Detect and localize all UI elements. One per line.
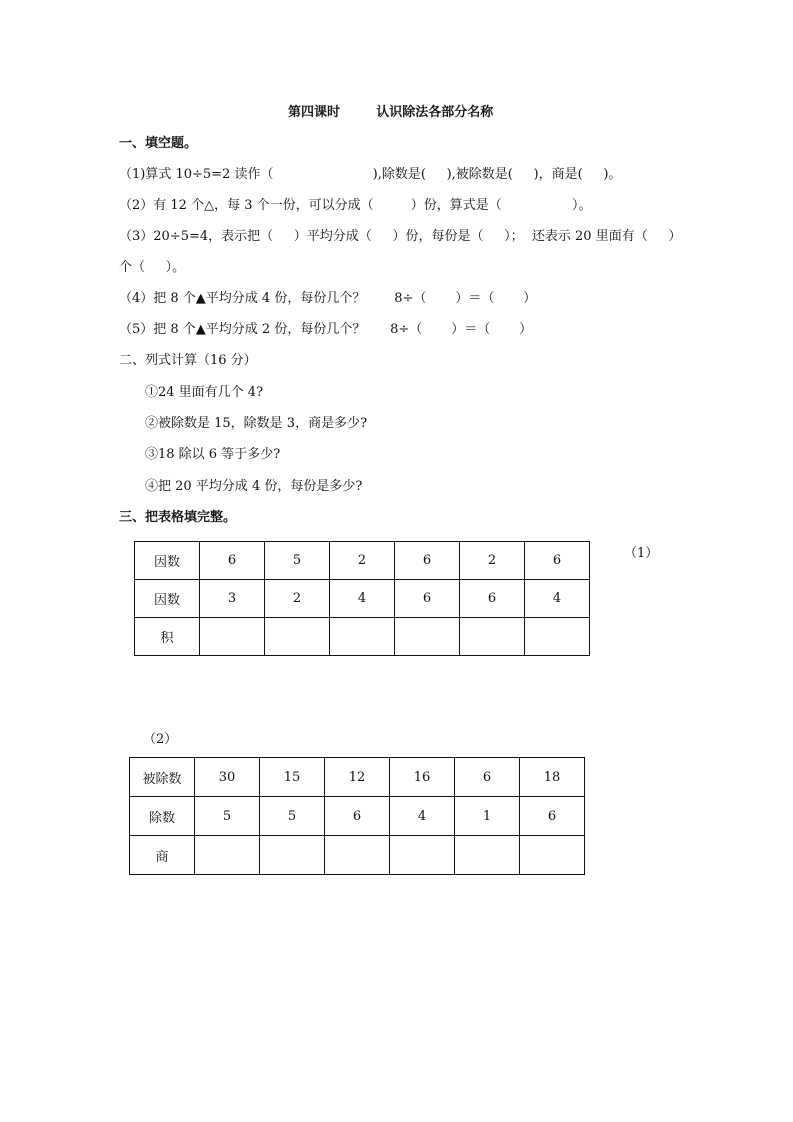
answer-cell[interactable]	[460, 618, 525, 656]
table-cell: 4	[390, 797, 455, 836]
table-cell: 12	[325, 758, 390, 797]
table-cell: 2	[265, 580, 330, 618]
table-cell: 2	[330, 542, 395, 580]
division-table	[129, 757, 585, 875]
question-2: （2）有 12 个△，每 3 个一份，可以分成（ ）份，算式是（ ）。	[119, 198, 592, 213]
table-cell: 商	[130, 836, 195, 875]
table-cell: 6	[520, 797, 585, 836]
answer-cell[interactable]	[200, 618, 265, 656]
table-cell: 6	[395, 542, 460, 580]
table-2-label: （2）	[143, 732, 178, 747]
answer-cell[interactable]	[390, 836, 455, 875]
question-4: （4）把 8 个▲平均分成 4 份，每份几个？ 8÷（ ）＝（ ）	[119, 291, 537, 306]
table-row	[135, 580, 590, 618]
calc-item-3: ③18 除以 6 等于多少?	[145, 447, 281, 462]
table-cell: 6	[395, 580, 460, 618]
table-cell: 因数	[135, 580, 200, 618]
section-1-heading: 一、填空题。	[119, 136, 198, 151]
table-cell: 5	[265, 542, 330, 580]
calc-item-4: ④把 20 平均分成 4 份，每份是多少?	[145, 479, 363, 494]
table-cell: 16	[390, 758, 455, 797]
answer-cell[interactable]	[330, 618, 395, 656]
table-row	[135, 542, 590, 580]
table-cell: 6	[200, 542, 265, 580]
table-cell: 2	[460, 542, 525, 580]
answer-cell[interactable]	[325, 836, 390, 875]
table-row	[135, 618, 590, 656]
table-cell: 6	[325, 797, 390, 836]
table-cell: 6	[525, 542, 590, 580]
question-3-line-2: 个（ ）。	[119, 260, 186, 275]
table-cell: 5	[195, 797, 260, 836]
question-3-line-1: （3）20÷5=4，表示把（ ）平均分成（ ）份，每份是（ ）； 还表示 20 里面有（ ）	[119, 229, 682, 244]
table-cell: 1	[455, 797, 520, 836]
answer-cell[interactable]	[395, 618, 460, 656]
calc-item-2: ②被除数是 15，除数是 3，商是多少?	[145, 416, 368, 431]
answer-cell[interactable]	[520, 836, 585, 875]
answer-cell[interactable]	[195, 836, 260, 875]
table-cell: 15	[260, 758, 325, 797]
table-cell: 除数	[130, 797, 195, 836]
question-5: （5）把 8 个▲平均分成 2 份，每份几个？ 8÷（ ）＝（ ）	[119, 322, 533, 337]
calc-item-1: ①24 里面有几个 4?	[145, 385, 264, 400]
table-cell: 30	[195, 758, 260, 797]
answer-cell[interactable]	[265, 618, 330, 656]
answer-cell[interactable]	[260, 836, 325, 875]
table-cell: 4	[330, 580, 395, 618]
table-row	[130, 797, 585, 836]
answer-cell[interactable]	[455, 836, 520, 875]
table-cell: 6	[455, 758, 520, 797]
table-cell: 因数	[135, 542, 200, 580]
table-cell: 5	[260, 797, 325, 836]
question-1: （1)算式 10÷5=2 读作（ ),除数是( ),被除数是( )，商是( )。	[119, 167, 622, 182]
table-1-label: （1）	[624, 546, 659, 561]
table-cell: 被除数	[130, 758, 195, 797]
section-3-heading: 三、把表格填完整。	[119, 510, 237, 525]
factor-product-table	[134, 541, 590, 656]
table-cell: 6	[460, 580, 525, 618]
section-2-heading: 二、列式计算（16 分）	[119, 353, 257, 368]
table-cell: 18	[520, 758, 585, 797]
table-cell: 积	[135, 618, 200, 656]
table-row	[130, 758, 585, 797]
table-row	[130, 836, 585, 875]
table-cell: 3	[200, 580, 265, 618]
answer-cell[interactable]	[525, 618, 590, 656]
page-title: 第四课时 认识除法各部分名称	[288, 105, 494, 120]
table-cell: 4	[525, 580, 590, 618]
